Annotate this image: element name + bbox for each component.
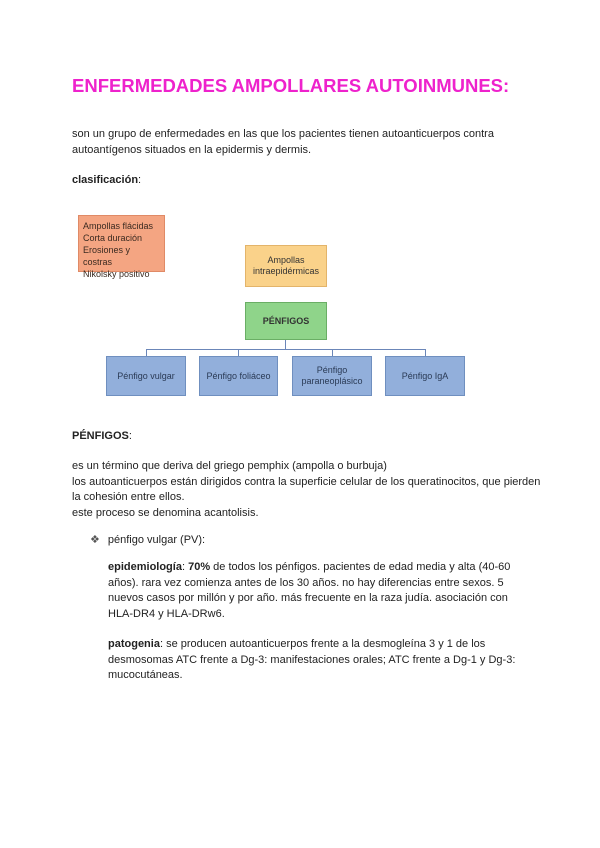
- feature-line: Corta duración: [83, 233, 143, 243]
- connector-line: [146, 349, 426, 350]
- patogenia-paragraph: patogenia: se producen autoanticuerpos frente a la desmogleína 3 y 1 de los desmosomas ATC frente a Dg-3: manifestaciones orales; ATC frente a Dg-1 y Dg-3: mucocutáneas.: [108, 638, 516, 681]
- child-box-vulgar: Pénfigo vulgar: [106, 356, 186, 396]
- pv-bullet: ❖ pénfigo vulgar (PV):: [90, 534, 206, 546]
- feature-line: Erosiones y costras: [83, 245, 131, 267]
- intro-paragraph: son un grupo de enfermedades en las que los pacientes tienen autoanticuerpos contra autoantígenos situados en la epidermis y dermis.: [72, 128, 494, 156]
- penfigos-heading: PÉNFIGOS:: [72, 430, 132, 442]
- intraepidermal-blisters-box: Ampollas intraepidérmicas: [245, 245, 327, 287]
- epidemiologia-paragraph: epidemiología: 70% de todos los pénfigos. pacientes de edad media y alta (40-60 años). rara vez comienza antes de los 30 años. no hay diferencias entre sexos. 5 nuevos casos por millón y por año. más frecuente en la raza judía. asociación con HLA-DR4 y HLA-DRw6.: [108, 561, 511, 620]
- connector-line: [425, 349, 426, 356]
- child-box-paraneoplasico: Pénfigo paraneoplásico: [292, 356, 372, 396]
- classification-label: clasificación:: [72, 174, 142, 186]
- child-box-foliaceo: Pénfigo foliáceo: [199, 356, 278, 396]
- penfigos-description: es un término que deriva del griego pemphix (ampolla o burbuja) los autoanticuerpos están dirigidos contra la superficie celular de los queratinocitos, que pierden la cohesión entre ellos. este proceso se denomina acantolisis.: [72, 460, 541, 519]
- features-box: [78, 215, 165, 279]
- penfigos-root-box: PÉNFIGOS: [245, 302, 327, 340]
- child-box-iga: Pénfigo IgA: [385, 356, 465, 396]
- connector-line: [238, 349, 239, 356]
- feature-line: Nikolsky positivo: [83, 269, 150, 279]
- feature-line: Ampollas flácidas: [83, 221, 154, 231]
- connector-line: [285, 340, 286, 349]
- page-title: ENFERMEDADES AMPOLLARES AUTOINMUNES:: [72, 75, 510, 96]
- diamond-bullet-icon: ❖: [90, 534, 100, 546]
- connector-line: [332, 349, 333, 356]
- connector-line: [146, 349, 147, 356]
